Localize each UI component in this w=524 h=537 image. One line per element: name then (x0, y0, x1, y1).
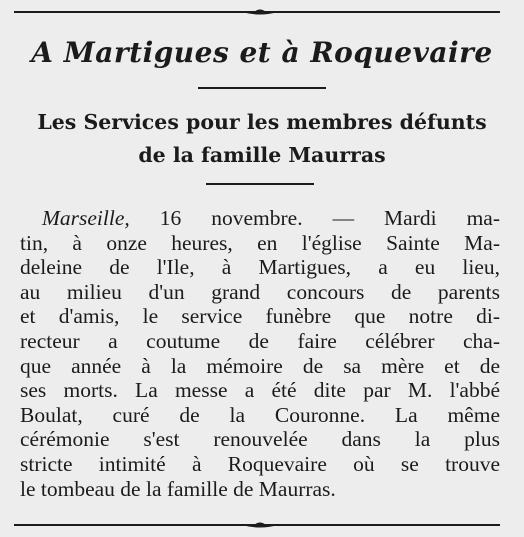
body-line-text: — Mardi ma- (302, 206, 501, 230)
body-line: recteur a coutume de faire célébrer cha- (20, 328, 500, 353)
article-body (20, 206, 500, 501)
bottom-ornament-icon (242, 520, 278, 530)
dateline-date: 16 novembre. (129, 206, 303, 230)
body-line: le tombeau de la famille de Maurras. (20, 476, 336, 501)
body-line: au milieu d'un grand concours de parents (20, 279, 500, 304)
title-divider (198, 87, 326, 89)
body-line (20, 206, 500, 231)
body-line: deleine de l'Ile, à Martigues, a eu lieu, (20, 255, 500, 280)
article-subtitle (0, 106, 524, 172)
article-title: A Martigues et à Roquevaire (31, 36, 493, 69)
dateline-place: Marseille, (42, 206, 130, 230)
body-line: stricte intimité à Roquevaire où se trouve (20, 451, 500, 476)
top-ornament-icon (242, 7, 278, 17)
subtitle-line: Les Services pour les membres défunts (37, 110, 487, 134)
body-line: ses morts. La messe a été dite par M. l'abbé (20, 378, 500, 403)
body-line: cérémonie s'est renouvelée dans la plus (20, 427, 500, 452)
subtitle-line: de la famille Maurras (138, 143, 386, 167)
body-line: tin, à onze heures, en l'église Sainte Ma- (20, 230, 500, 255)
body-line: que année à la mémoire de sa mère et de (20, 353, 500, 378)
body-line: Boulat, curé de la Couronne. La même (20, 402, 500, 427)
body-line: et d'amis, le service funèbre que notre di- (20, 304, 500, 329)
subtitle-divider (206, 183, 314, 185)
